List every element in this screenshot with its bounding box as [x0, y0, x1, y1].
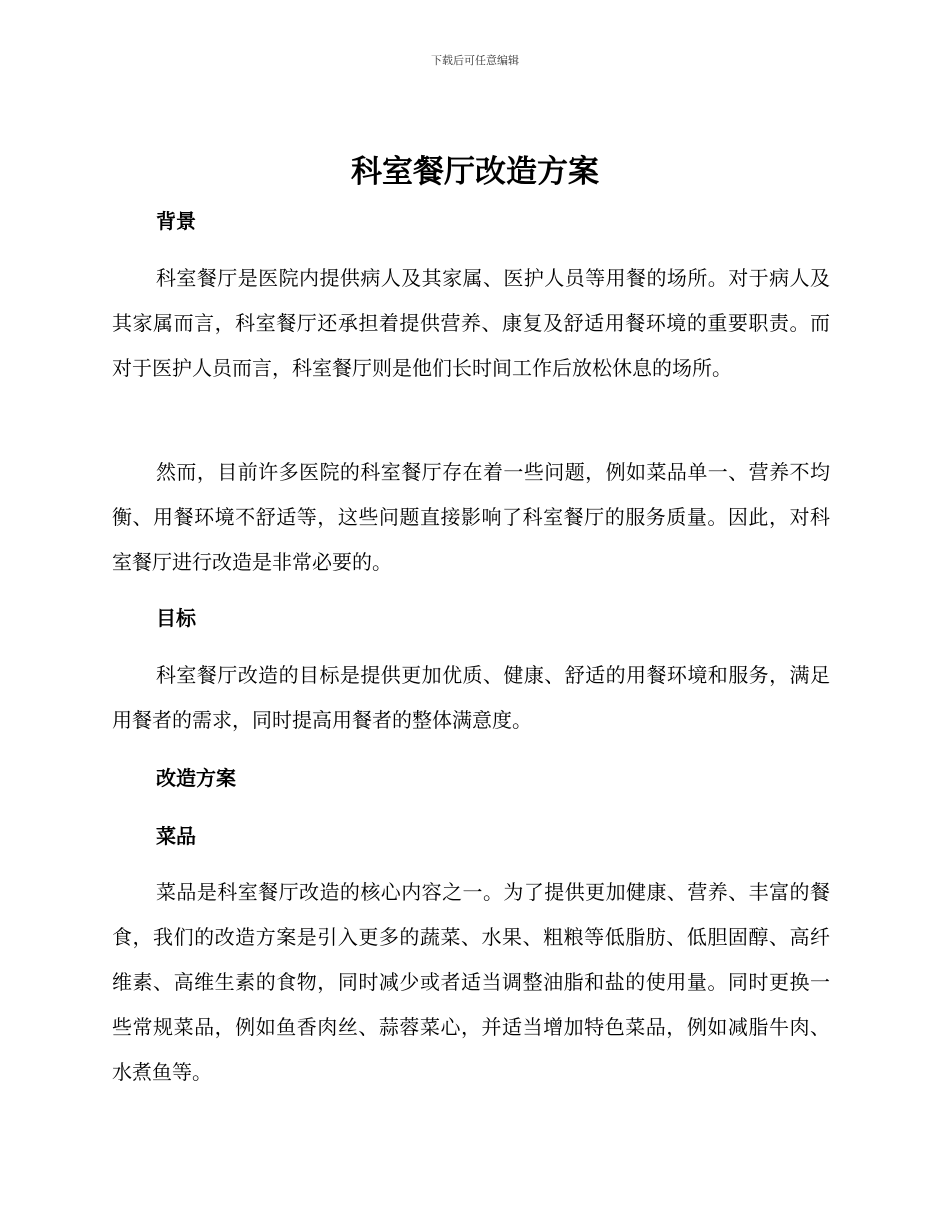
section-heading-plan: 改造方案 [156, 766, 236, 790]
document-title: 科室餐厅改造方案 [351, 154, 599, 190]
background-paragraph-1: 科室餐厅是医院内提供病人及其家属、医护人员等用餐的场所。对于病人及其家属而言，科室餐厅还承担着提供营养、康复及舒适用餐环境的重要职责。而对于医护人员而言，科室餐厅则是他们长时间工作后放松休息的场所。 [112, 266, 830, 380]
dishes-paragraph: 菜品是科室餐厅改造的核心内容之一。为了提供更加健康、营养、丰富的餐食，我们的改造方案是引入更多的蔬菜、水果、粗粮等低脂肪、低胆固醇、高纤维素、高维生素的食物，同时减少或者适当调整油脂和盐的使用量。同时更换一些常规菜品，例如鱼香肉丝、蒜蓉菜心，并适当增加特色菜品，例如减脂牛肉、水煮鱼等。 [112, 880, 830, 1084]
section-heading-background: 背景 [156, 209, 196, 233]
background-paragraph-2: 然而，目前许多医院的科室餐厅存在着一些问题，例如菜品单一、营养不均衡、用餐环境不舒适等，这些问题直接影响了科室餐厅的服务质量。因此，对科室餐厅进行改造是非常必要的。 [112, 460, 830, 574]
section-heading-dishes: 菜品 [156, 824, 196, 848]
section-heading-goal: 目标 [156, 606, 196, 630]
goal-paragraph: 科室餐厅改造的目标是提供更加优质、健康、舒适的用餐环境和服务，满足用餐者的需求，同时提高用餐者的整体满意度。 [112, 663, 830, 732]
page-header-note: 下载后可任意编辑 [431, 54, 519, 67]
